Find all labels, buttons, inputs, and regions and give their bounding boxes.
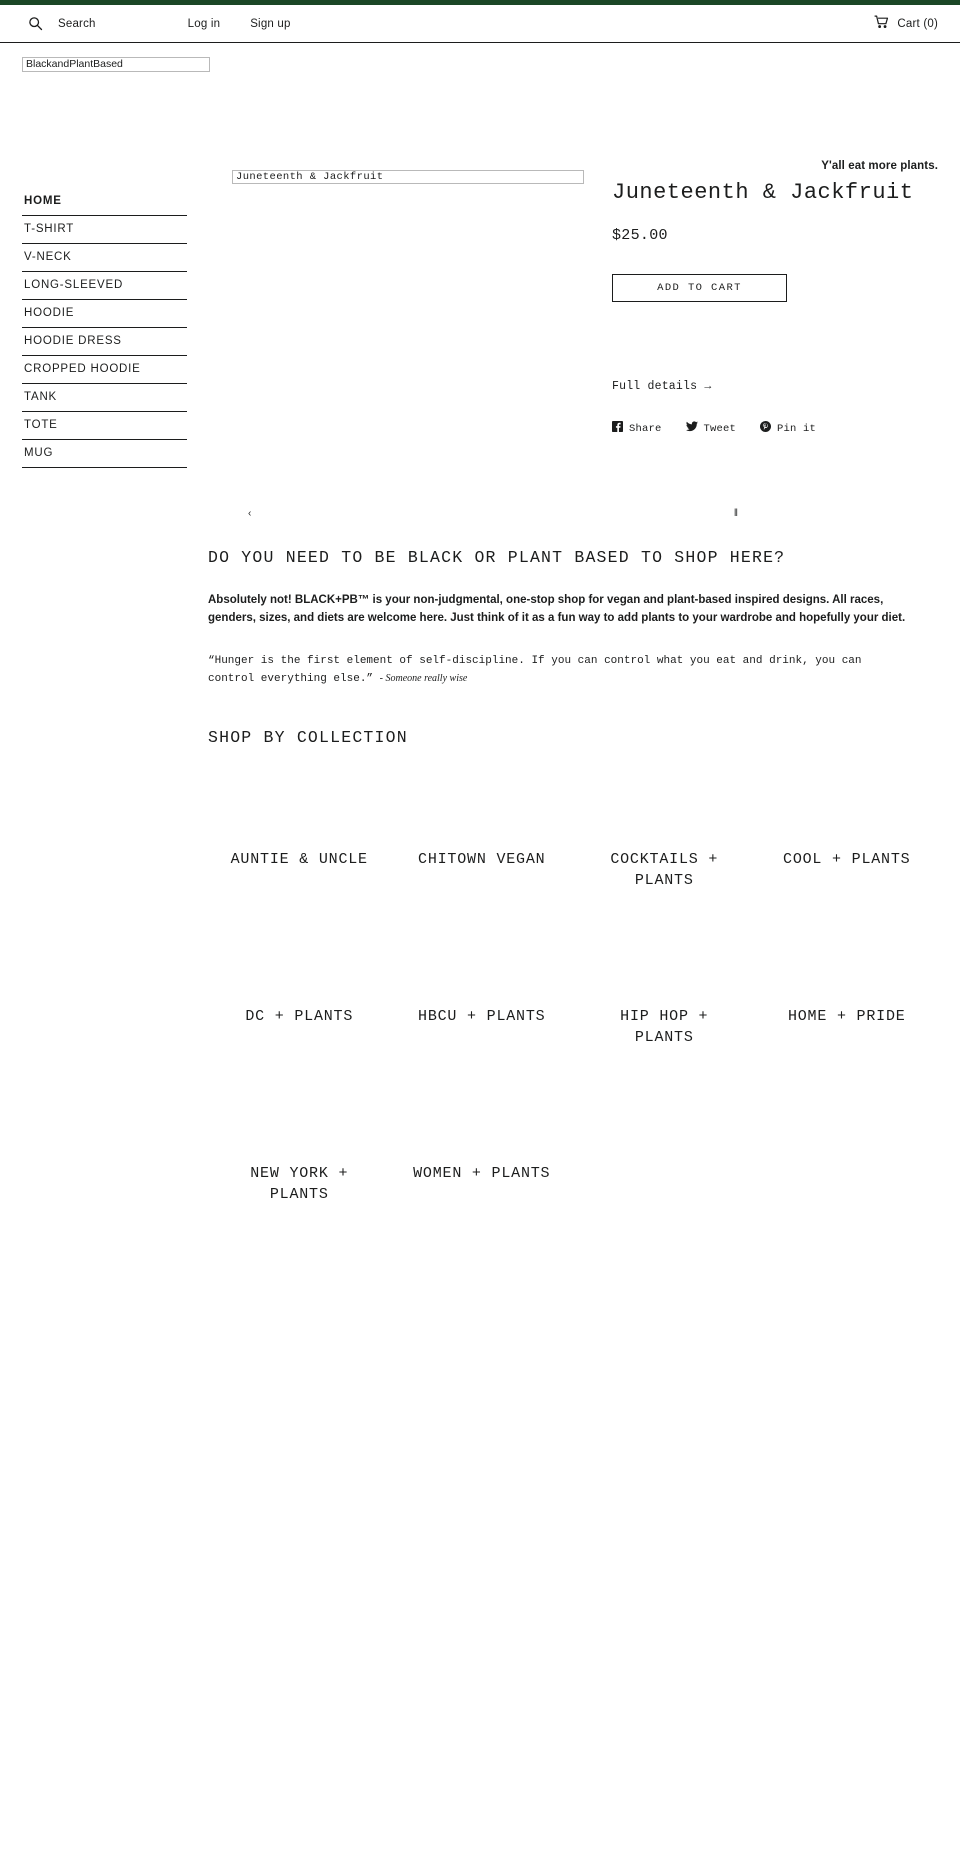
sidebar-item-cropped-hoodie[interactable]: CROPPED HOODIE <box>22 356 187 384</box>
site-tagline: Y'all eat more plants. <box>821 160 938 172</box>
sidebar-item-tote[interactable]: TOTE <box>22 412 187 440</box>
add-to-cart-button[interactable]: ADD TO CART <box>612 274 787 302</box>
collections-heading: SHOP BY COLLECTION <box>208 728 408 747</box>
cart-icon <box>874 15 889 32</box>
collection-link[interactable]: COOL + PLANTS <box>783 851 911 868</box>
product-details <box>612 162 938 436</box>
facebook-icon <box>612 421 623 436</box>
cart-label: Cart (0) <box>897 17 938 30</box>
header-search-group[interactable] <box>22 16 96 31</box>
slider-prev-button[interactable]: ‹ <box>248 508 252 519</box>
product-title: Juneteenth & Jackfruit <box>612 180 914 205</box>
page-bottom-spacer <box>0 1262 960 1682</box>
collection-card[interactable] <box>573 791 756 948</box>
collection-link[interactable]: HOME + PRIDE <box>787 1008 906 1025</box>
twitter-icon <box>686 421 698 436</box>
faq-paragraph: Absolutely not! BLACK+PB™ is your non-judgmental, one-stop shop for vegan and plant-based inspired designs. All races, genders, sizes, and diets are welcome here. Just think of it as a fun way to add plants to your wardrobe and hopefully your diet. <box>208 594 906 624</box>
pinterest-icon <box>760 421 771 436</box>
collection-card[interactable] <box>208 791 391 948</box>
share-pinterest-label: Pin it <box>777 422 817 435</box>
collection-link[interactable]: AUNTIE & UNCLE <box>230 851 368 868</box>
sidebar-item-t-shirt[interactable]: T-SHIRT <box>22 216 187 244</box>
content-section <box>0 548 960 1262</box>
sidebar-item-hoodie[interactable]: HOODIE <box>22 300 187 328</box>
header-account-links <box>188 18 291 30</box>
collection-link[interactable]: CHITOWN VEGAN <box>418 851 546 868</box>
slider-controls <box>0 504 960 534</box>
collection-card[interactable] <box>391 948 574 1105</box>
product-price: $25.00 <box>612 227 668 244</box>
collection-link[interactable]: WOMEN + PLANTS <box>413 1165 551 1182</box>
sidebar-item-mug[interactable]: MUG <box>22 440 187 468</box>
collection-card[interactable] <box>391 791 574 948</box>
search-icon[interactable] <box>22 16 48 31</box>
collection-link[interactable]: HBCU + PLANTS <box>418 1008 546 1025</box>
collection-card[interactable] <box>756 791 939 948</box>
collection-card[interactable] <box>391 1105 574 1262</box>
sidebar-item-hoodie-dress[interactable]: HOODIE DRESS <box>22 328 187 356</box>
cart-button[interactable] <box>874 15 938 32</box>
quote-attribution: - Someone really wise <box>379 673 468 684</box>
collection-link[interactable]: HIP HOP + PLANTS <box>620 1008 709 1046</box>
product-image[interactable]: Juneteenth & Jackfruit <box>232 170 584 184</box>
sidebar-navigation <box>22 162 187 468</box>
collection-card[interactable] <box>756 948 939 1105</box>
share-facebook-button[interactable] <box>612 421 662 436</box>
social-share-row <box>612 421 938 436</box>
product-media <box>232 162 592 184</box>
full-details-link[interactable]: Full details → <box>612 380 712 393</box>
quote-text: “Hunger is the first element of self-discipline. If you can control what you eat and drink, you can control everything else.” <box>208 655 862 685</box>
slider-pause-button[interactable]: ‖ <box>733 508 738 519</box>
sidebar-item-v-neck[interactable]: V-NECK <box>22 244 187 272</box>
signup-link[interactable]: Sign up <box>250 17 291 30</box>
collection-link[interactable]: COCKTAILS + PLANTS <box>610 851 719 889</box>
share-pinterest-button[interactable] <box>760 421 816 436</box>
collection-grid <box>208 791 938 1262</box>
site-header <box>0 5 960 43</box>
sidebar-item-home[interactable]: HOME <box>22 188 187 216</box>
sidebar-item-tank[interactable]: TANK <box>22 384 187 412</box>
collection-card[interactable] <box>573 948 756 1105</box>
quote-block <box>208 653 910 688</box>
share-twitter-label: Tweet <box>703 422 737 435</box>
collection-link[interactable]: DC + PLANTS <box>245 1008 354 1025</box>
collection-card[interactable] <box>208 948 391 1105</box>
share-twitter-button[interactable] <box>686 421 737 436</box>
faq-heading: DO YOU NEED TO BE BLACK OR PLANT BASED TO SHOP HERE? <box>208 548 786 567</box>
site-logo[interactable]: BlackandPlantBased <box>22 57 210 72</box>
collection-card[interactable] <box>208 1105 391 1262</box>
main-region <box>0 162 960 468</box>
login-link[interactable]: Log in <box>187 17 221 30</box>
share-facebook-label: Share <box>629 422 662 435</box>
sidebar-item-long-sleeved[interactable]: LONG-SLEEVED <box>22 272 187 300</box>
collection-link[interactable]: NEW YORK + PLANTS <box>250 1165 349 1203</box>
search-label[interactable]: Search <box>58 17 96 30</box>
